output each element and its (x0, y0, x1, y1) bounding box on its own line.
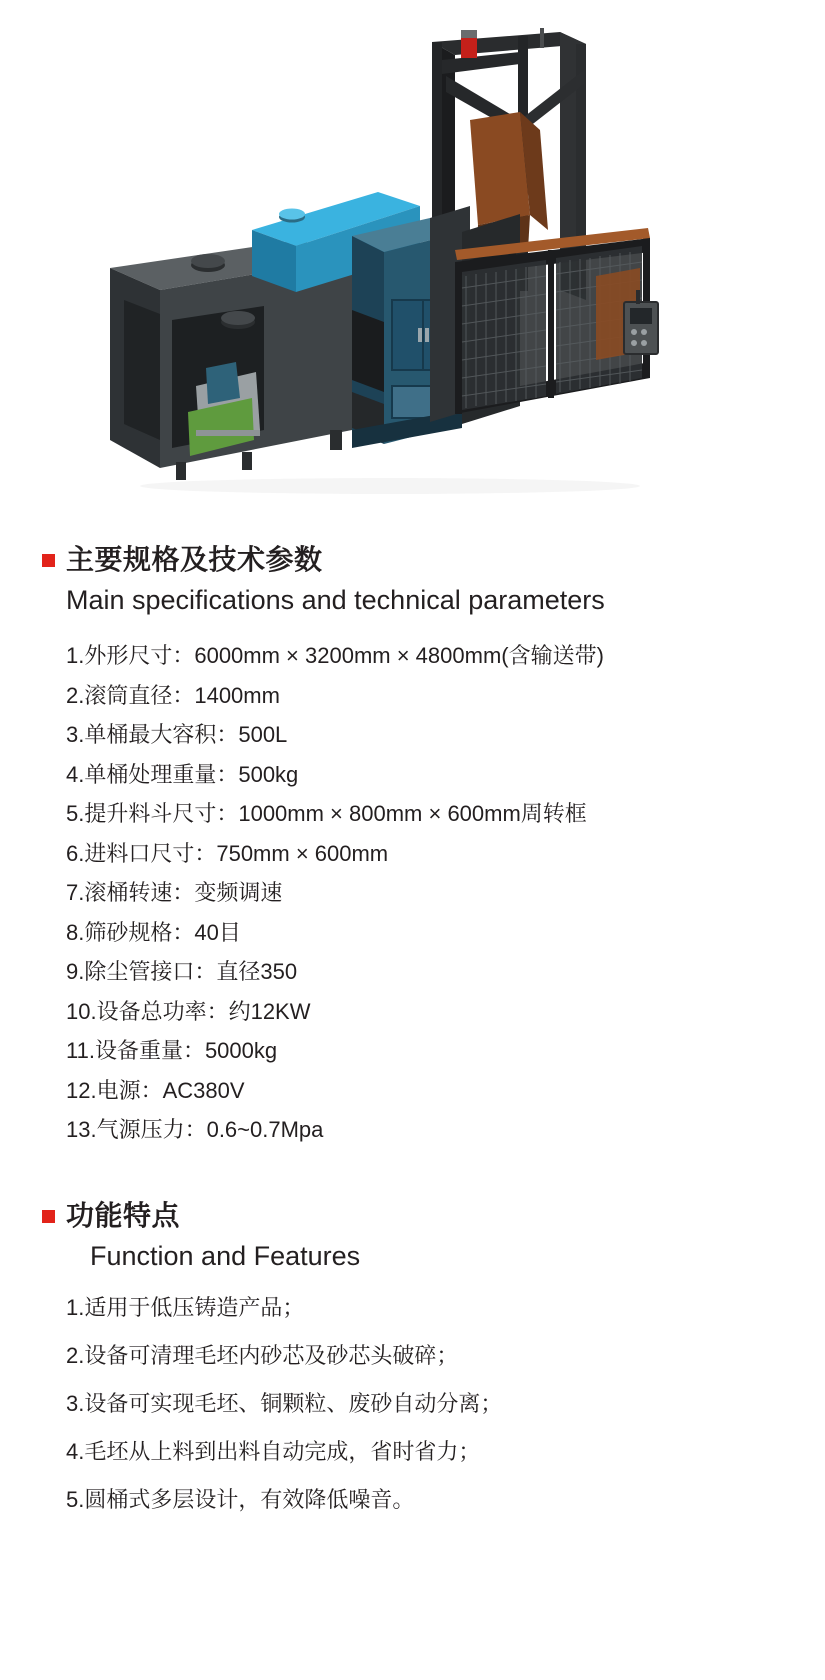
list-item: 4.毛坯从上料到出料自动完成，省时省力； (66, 1438, 481, 1464)
warning-light (461, 36, 477, 58)
spec-title-en: Main specifications and technical parameters (66, 585, 605, 615)
list-item: 5.提升料斗尺寸：1000mm × 800mm × 600mm周转框 (66, 801, 587, 826)
machine-diagram-svg (0, 0, 825, 540)
list-item: 4.单桶处理重量：500kg (66, 761, 299, 787)
list-item: 9.除尘管接口：直径350 (66, 959, 298, 984)
feature-section-header (0, 1196, 825, 1276)
list-item: 12.电源：AC380V (66, 1077, 245, 1103)
feature-title-cn: 功能特点 (66, 1199, 181, 1231)
list-item: 2.滚筒直径：1400mm (66, 682, 280, 708)
spec-title-cn: 主要规格及技术参数 (66, 544, 323, 575)
list-item: 3.单桶最大容积：500L (66, 722, 288, 747)
spec-section-header (0, 540, 825, 620)
feature-title-en: Function and Features (90, 1240, 361, 1271)
list-item: 2.设备可清理毛坯内砂芯及砂芯头破碎； (66, 1342, 459, 1368)
list-item: 8.筛砂规格：40目 (66, 919, 241, 945)
spec-section (0, 540, 825, 1150)
list-item: 5.圆桶式多层设计，有效降低噪音。 (66, 1486, 415, 1512)
list-item: 13.气源压力：0.6~0.7Mpa (66, 1117, 324, 1142)
spec-list (0, 636, 825, 1150)
list-item: 6.进料口尺寸：750mm × 600mm (66, 840, 389, 866)
list-item: 3.设备可实现毛坯、铜颗粒、废砂自动分离； (66, 1390, 503, 1416)
product-illustration (0, 0, 825, 540)
list-item: 7.滚桶转速：变频调速 (66, 880, 283, 905)
list-item: 1.适用于低压铸造产品； (66, 1294, 305, 1320)
red-square-bullet-icon (42, 1210, 55, 1223)
feature-list (0, 1284, 825, 1524)
list-item: 10.设备总功率：约12KW (66, 998, 311, 1024)
document-content (0, 540, 825, 1524)
feature-section (0, 1196, 825, 1524)
safety-fence (455, 228, 650, 414)
list-item: 1.外形尺寸：6000mm × 3200mm × 4800mm(含输送带) (66, 643, 604, 668)
red-square-bullet-icon (42, 554, 55, 567)
list-item: 11.设备重量：5000kg (66, 1038, 278, 1063)
